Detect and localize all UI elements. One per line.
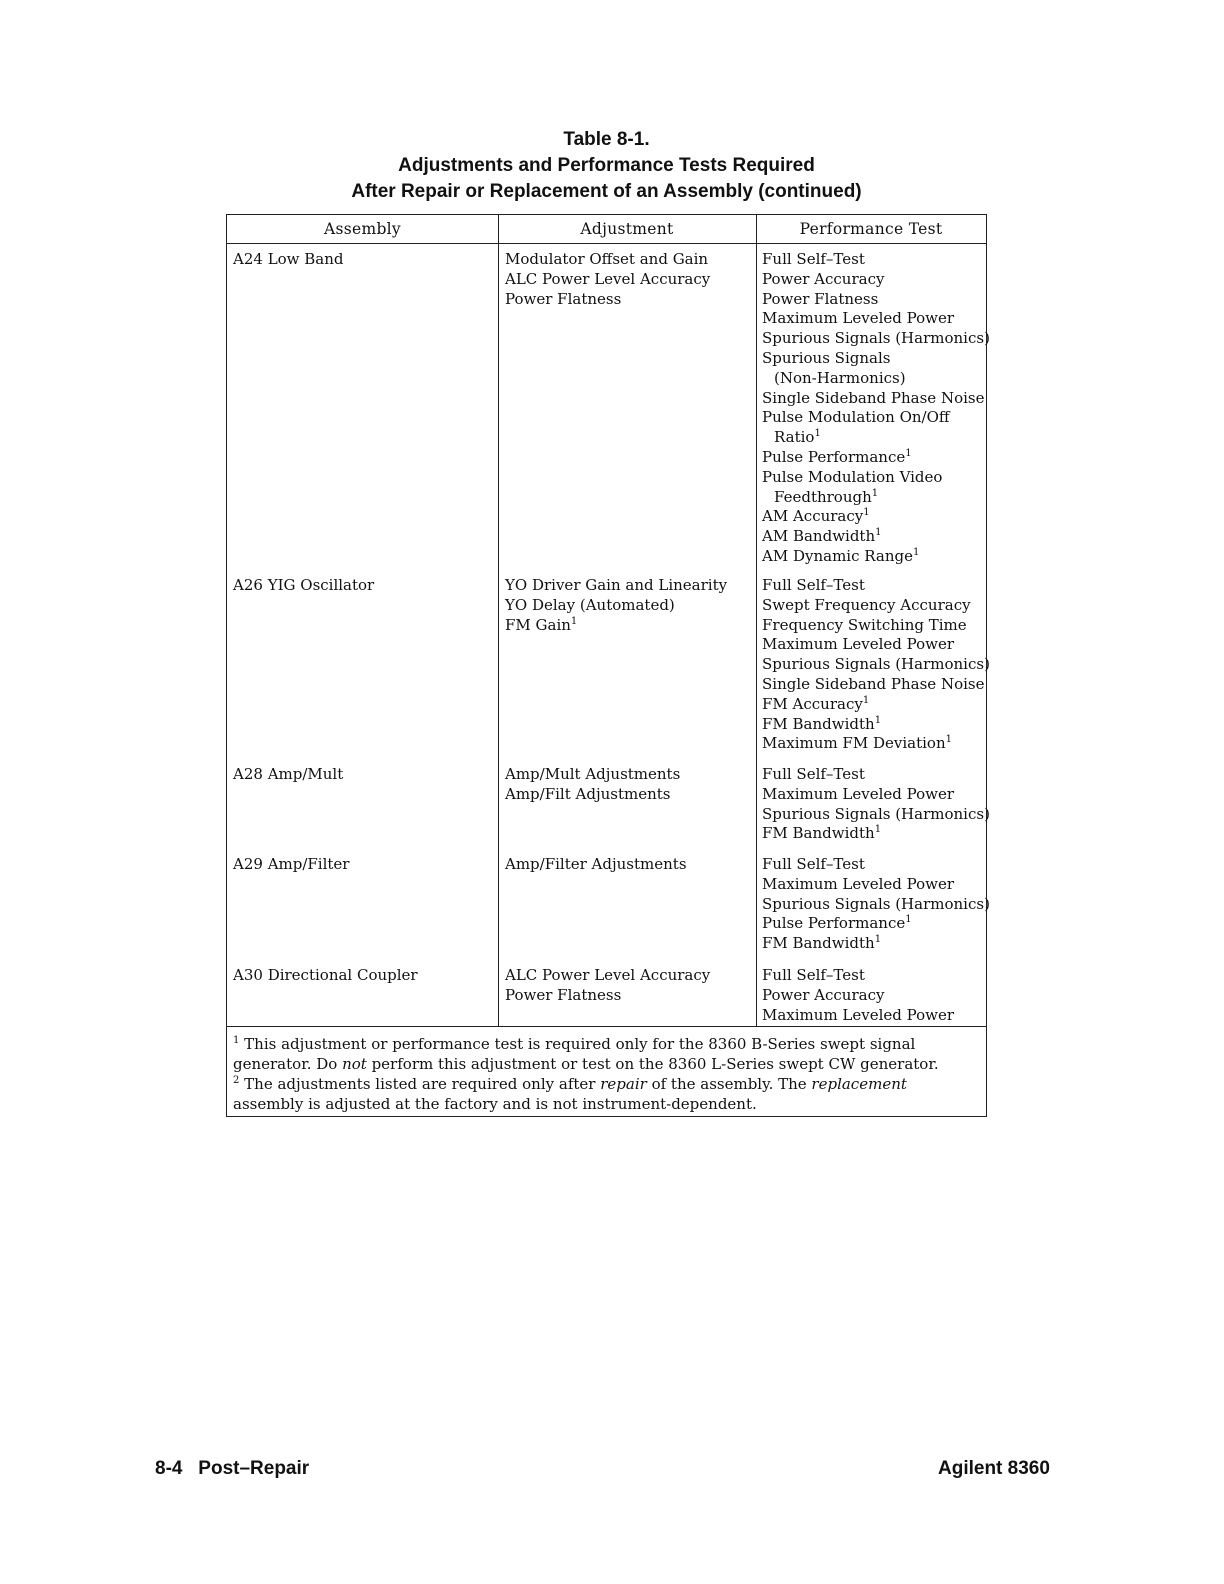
adjustment-item (505, 596, 727, 616)
performance-test-item (762, 785, 990, 805)
item-text: Spurious Signals (Harmonics) (762, 329, 990, 348)
performance-test-item (762, 934, 990, 954)
performance-test-item (762, 675, 990, 695)
item-text: Full Self–Test (762, 250, 865, 268)
item-text: Maximum Leveled Power (762, 874, 955, 893)
footnote-ref: 1 (862, 694, 870, 706)
item-text: ALC Power Level Accuracy (505, 966, 711, 984)
footnote-text: This adjustment or performance test is required only for the 8360 B-Series swept signal generator. Do (233, 1035, 916, 1073)
performance-test-item (762, 695, 990, 715)
footnote-ref: 1 (874, 714, 882, 726)
item-text: Power Flatness (505, 985, 622, 1004)
performance-test-cell (762, 966, 954, 1025)
adjustment-item (505, 855, 687, 875)
adjustments-table (226, 214, 990, 1117)
item-text: AM Bandwidth (762, 527, 876, 546)
performance-test-item (762, 408, 990, 428)
item-text: Amp/Filt Adjustments (505, 784, 671, 803)
item-text: Full Self–Test (762, 855, 865, 873)
item-text: Power Accuracy (762, 985, 885, 1004)
item-text: Pulse Modulation On/Off (762, 408, 950, 427)
header-adjustment: Adjustment (580, 220, 674, 238)
item-text: Full Self–Test (762, 765, 865, 783)
adjustment-item (505, 250, 710, 270)
footnote-text: perform this adjustment or test on the 8360 L-Series swept CW generator. (366, 1055, 939, 1073)
performance-test-item (762, 309, 990, 329)
performance-test-item (762, 369, 990, 389)
item-text: ALC Power Level Accuracy (505, 269, 711, 288)
footnote-ref: 1 (570, 615, 578, 627)
performance-test-item (762, 914, 990, 934)
item-text: Modulator Offset and Gain (505, 250, 709, 268)
performance-test-item (762, 329, 990, 349)
footnote-1 (233, 1034, 978, 1074)
page-footer-product: Agilent 8360 (938, 1458, 1050, 1479)
notes-rule (227, 1026, 986, 1027)
adjustment-item (505, 616, 727, 636)
item-text: Power Flatness (762, 289, 879, 308)
item-text: Full Self–Test (762, 966, 865, 984)
header-performance-test: Performance Test (799, 220, 943, 238)
item-text: Power Flatness (505, 289, 622, 308)
performance-test-cell (762, 765, 990, 844)
adjustment-item (505, 785, 680, 805)
footnote-ref: 1 (874, 824, 882, 836)
footnote-emphasis: repair (600, 1075, 647, 1093)
table-subtitle: After Repair or Replacement of an Assembly (continued) (351, 181, 862, 202)
performance-test-item (762, 389, 990, 409)
performance-test-item (762, 855, 990, 875)
performance-test-item (762, 290, 990, 310)
item-text: AM Dynamic Range (762, 546, 913, 565)
assembly-cell: A24 Low Band (233, 250, 344, 268)
footnote-ref: 1 (863, 507, 870, 519)
footnote-text: of the assembly. The (646, 1075, 812, 1093)
item-text: Maximum Leveled Power (762, 635, 955, 654)
performance-test-item (762, 547, 990, 567)
footnote-ref: 1 (905, 447, 912, 459)
performance-test-item (762, 1006, 954, 1026)
performance-test-item (762, 596, 990, 616)
item-text: YO Delay (Automated) (505, 595, 675, 614)
performance-test-item (762, 655, 990, 675)
table-number: Table 8-1. (563, 129, 650, 150)
item-text: Spurious Signals (Harmonics) (762, 804, 990, 823)
performance-test-item (762, 966, 954, 986)
adjustment-item (505, 576, 727, 596)
performance-test-item (762, 270, 990, 290)
adjustment-cell (505, 855, 687, 875)
item-text: Spurious Signals (Harmonics) (762, 894, 990, 913)
footnote-ref: 1 (905, 914, 912, 926)
item-text: FM Bandwidth (762, 934, 875, 953)
item-text: FM Accuracy (762, 694, 863, 713)
performance-test-item (762, 805, 990, 825)
performance-test-item (762, 468, 990, 488)
performance-test-item (762, 527, 990, 547)
footnote-mark: 2 (233, 1075, 240, 1086)
adjustment-item (505, 966, 710, 986)
performance-test-item (762, 428, 990, 448)
item-text: FM Gain (505, 615, 571, 634)
performance-test-item (762, 507, 990, 527)
table-caption (226, 127, 987, 205)
assembly-cell: A29 Amp/Filter (233, 855, 350, 873)
performance-test-item (762, 986, 954, 1006)
footnote-2 (233, 1074, 978, 1114)
footnote-ref: 1 (912, 546, 920, 558)
footnote-ref: 1 (814, 428, 821, 440)
performance-test-cell (762, 250, 990, 567)
item-text: Power Accuracy (762, 269, 885, 288)
footnote-ref: 1 (875, 527, 882, 539)
page-footer-section: 8-4 Post–Repair (155, 1458, 310, 1479)
item-text: Swept Frequency Accuracy (762, 595, 971, 614)
item-text: Full Self–Test (762, 576, 865, 594)
item-text: FM Bandwidth (762, 824, 875, 843)
item-text: Spurious Signals (Harmonics) (762, 655, 990, 674)
performance-test-item (762, 875, 990, 895)
adjustment-item (505, 270, 710, 290)
item-text: Maximum Leveled Power (762, 784, 955, 803)
adjustment-item (505, 986, 710, 1006)
assembly-cell: A30 Directional Coupler (233, 966, 418, 984)
performance-test-item (762, 349, 990, 369)
adjustment-item (505, 765, 680, 785)
item-text: Amp/Filter Adjustments (505, 855, 687, 873)
footnote-emphasis: replacement (811, 1075, 907, 1093)
item-text: Maximum Leveled Power (762, 309, 955, 328)
performance-test-item (762, 765, 990, 785)
column-divider-1 (498, 215, 499, 1027)
item-text: Frequency Switching Time (762, 615, 967, 634)
performance-test-item (762, 895, 990, 915)
table-title: Adjustments and Performance Tests Required (398, 155, 815, 176)
column-divider-2 (756, 215, 757, 1027)
item-text: Amp/Mult Adjustments (505, 765, 681, 783)
performance-test-item (762, 250, 990, 270)
footnote-mark: 1 (233, 1035, 240, 1046)
footnote-ref: 1 (871, 487, 879, 499)
table-footnotes (233, 1034, 978, 1114)
adjustment-cell (505, 250, 710, 309)
footnote-text: assembly is adjusted at the factory and is not instrument-dependent. (233, 1095, 757, 1113)
performance-test-item (762, 635, 990, 655)
assembly-cell: A26 YIG Oscillator (233, 576, 375, 594)
performance-test-item (762, 616, 990, 636)
item-text: Single Sideband Phase Noise (762, 674, 985, 693)
performance-test-item (762, 824, 990, 844)
item-text: Ratio (774, 428, 815, 447)
item-text: Pulse Performance (762, 447, 906, 466)
item-text: YO Driver Gain and Linearity (505, 576, 728, 594)
performance-test-item (762, 488, 990, 508)
item-text: Maximum FM Deviation (762, 734, 946, 753)
item-text: Maximum Leveled Power (762, 1005, 955, 1024)
item-text: AM Accuracy (762, 507, 864, 526)
performance-test-item (762, 715, 990, 735)
performance-test-item (762, 448, 990, 468)
footnote-emphasis: not (342, 1055, 367, 1073)
performance-test-item (762, 734, 990, 754)
adjustment-cell (505, 966, 710, 1006)
item-text: FM Bandwidth (762, 714, 875, 733)
performance-test-item (762, 576, 990, 596)
assembly-cell: A28 Amp/Mult (233, 765, 344, 783)
header-rule (227, 243, 986, 244)
header-assembly: Assembly (323, 220, 401, 238)
adjustment-cell (505, 576, 727, 635)
item-text: Pulse Performance (762, 914, 906, 933)
item-text: Feedthrough (774, 487, 872, 506)
footnote-ref: 1 (874, 934, 882, 946)
adjustment-cell (505, 765, 680, 805)
footnote-text: The adjustments listed are required only after (244, 1075, 601, 1093)
footnote-ref: 1 (945, 734, 952, 746)
performance-test-cell (762, 855, 990, 954)
adjustment-item (505, 290, 710, 310)
item-text: Single Sideband Phase Noise (762, 388, 985, 407)
item-text: Pulse Modulation Video (762, 467, 943, 486)
performance-test-cell (762, 576, 990, 754)
item-text: Spurious Signals (762, 348, 891, 367)
item-text: (Non-Harmonics) (774, 368, 906, 387)
